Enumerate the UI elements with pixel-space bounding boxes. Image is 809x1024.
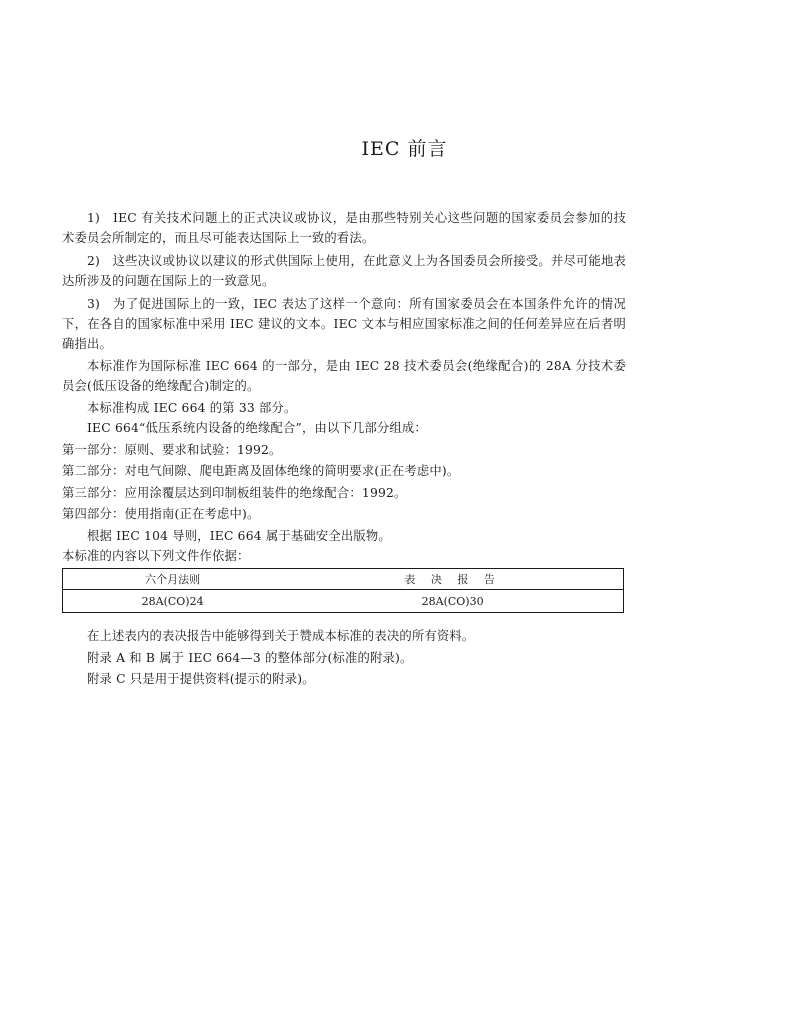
scope-paragraph: 本标准作为国际标准 IEC 664 的一部分，是由 IEC 28 技术委员会(绝缘配合)的 28A 分技术委员会(低压设备的绝缘配合)制定的。 — [62, 359, 626, 393]
annex-ab: 附录 A 和 B 属于 IEC 664—3 的整体部分(标准的附录)。 — [87, 651, 413, 665]
part-statement: 本标准构成 IEC 664 的第 33 部分。 — [87, 401, 297, 415]
table-row — [63, 590, 624, 613]
series-intro: IEC 664“低压系统内设备的绝缘配合”，由以下几部分组成： — [87, 421, 427, 435]
guide-statement: 根据 IEC 104 导则，IEC 664 属于基础安全出版物。 — [87, 529, 391, 543]
basis-intro: 本标准的内容以下列文件作依据： — [62, 549, 250, 563]
table-header-row — [63, 569, 624, 590]
header-voting-report: 表 决 报 告 — [282, 569, 623, 590]
cell-six-month-rule: 28A(CO)24 — [141, 594, 204, 608]
voting-document-table — [62, 568, 624, 613]
part-one: 第一部分：原则、要求和试验：1992。 — [62, 443, 282, 457]
part-four: 第四部分：使用指南(正在考虑中)。 — [62, 507, 260, 521]
annex-c: 附录 C 只是用于提供资料(提示的附录)。 — [87, 672, 315, 686]
voting-info: 在上述表内的表决报告中能够得到关于赞成本标准的表决的所有资料。 — [87, 629, 475, 643]
clause-3: 3) 为了促进国际上的一致，IEC 表达了这样一个意向：所有国家委员会在本国条件允许的情况下，在各自的国家标准中采用 IEC 建议的文本。IEC 文本与相应国家标准之间的任何差异应在后者明确指出。 — [62, 297, 626, 351]
part-three: 第三部分：应用涂覆层达到印制板组装件的绝缘配合：1992。 — [62, 486, 407, 500]
page-title: IEC 前言 — [361, 138, 448, 160]
clause-1: 1) IEC 有关技术问题上的正式决议或协议，是由那些特别关心这些问题的国家委员会参加的技术委员会所制定的，而且尽可能表达国际上一致的看法。 — [62, 211, 626, 245]
part-two: 第二部分：对电气间隙、爬电距离及固体绝缘的简明要求(正在考虑中)。 — [62, 464, 460, 478]
clause-2: 2) 这些决议或协议以建议的形式供国际上使用，在此意义上为各国委员会所接受。并尽可能地表达所涉及的问题在国际上的一致意见。 — [62, 254, 626, 288]
header-six-month-rule: 六个月法则 — [63, 569, 283, 590]
cell-voting-report: 28A(CO)30 — [421, 594, 484, 608]
